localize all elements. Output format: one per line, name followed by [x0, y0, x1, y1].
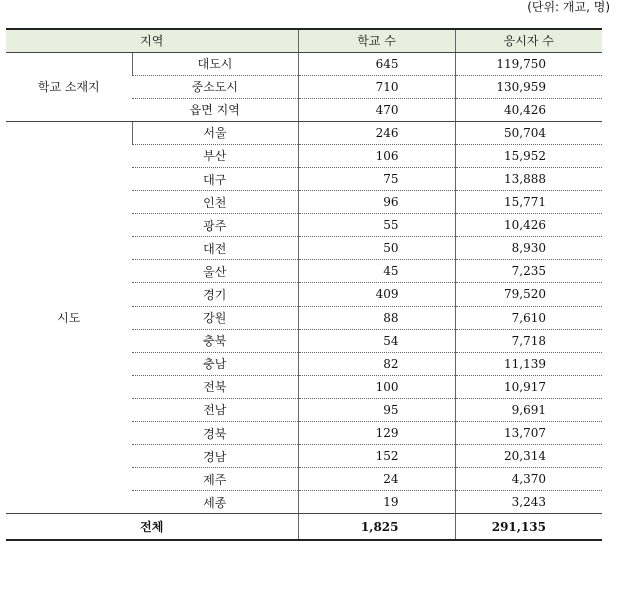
total-applicants: 291,135	[455, 514, 602, 540]
row-label: 광주	[132, 214, 298, 237]
row-label: 대구	[132, 167, 298, 190]
applicant-count: 3,243	[455, 491, 602, 514]
applicant-count: 9,691	[455, 398, 602, 421]
applicant-count: 79,520	[455, 283, 602, 306]
row-label: 경기	[132, 283, 298, 306]
applicant-count: 7,235	[455, 260, 602, 283]
header-applicants: 응시자 수	[455, 29, 602, 52]
school-count: 24	[298, 468, 455, 491]
applicant-count: 15,771	[455, 191, 602, 214]
row-label: 세종	[132, 491, 298, 514]
total-row	[6, 514, 602, 540]
applicant-count: 130,959	[455, 75, 602, 98]
school-count: 55	[298, 214, 455, 237]
group-label: 시도	[6, 121, 132, 514]
school-count: 129	[298, 422, 455, 445]
row-label: 경남	[132, 445, 298, 468]
school-count: 710	[298, 75, 455, 98]
applicant-count: 8,930	[455, 237, 602, 260]
row-label: 부산	[132, 144, 298, 167]
table-body	[6, 52, 602, 514]
school-count: 50	[298, 237, 455, 260]
total-schools: 1,825	[298, 514, 455, 540]
applicant-count: 4,370	[455, 468, 602, 491]
school-count: 100	[298, 375, 455, 398]
header-schools: 학교 수	[298, 29, 455, 52]
school-count: 152	[298, 445, 455, 468]
applicant-count: 10,426	[455, 214, 602, 237]
school-count: 88	[298, 306, 455, 329]
school-count: 82	[298, 352, 455, 375]
applicant-count: 119,750	[455, 52, 602, 75]
group-label: 학교 소재지	[6, 52, 132, 121]
row-label: 대도시	[132, 52, 298, 75]
school-count: 54	[298, 329, 455, 352]
row-label: 전남	[132, 398, 298, 421]
applicant-count: 10,917	[455, 375, 602, 398]
row-label: 중소도시	[132, 75, 298, 98]
header-region: 지역	[6, 29, 298, 52]
applicant-count: 7,718	[455, 329, 602, 352]
row-label: 읍면 지역	[132, 98, 298, 121]
total-label: 전체	[6, 514, 298, 540]
row-label: 충북	[132, 329, 298, 352]
row-label: 강원	[132, 306, 298, 329]
school-count: 75	[298, 167, 455, 190]
row-label: 제주	[132, 468, 298, 491]
row-label: 울산	[132, 260, 298, 283]
school-count: 106	[298, 144, 455, 167]
row-label: 서울	[132, 121, 298, 144]
table-row	[6, 52, 602, 75]
applicant-count: 13,707	[455, 422, 602, 445]
table-row	[6, 121, 602, 144]
stats-table	[6, 28, 602, 541]
school-count: 95	[298, 398, 455, 421]
school-count: 96	[298, 191, 455, 214]
applicant-count: 40,426	[455, 98, 602, 121]
applicant-count: 13,888	[455, 167, 602, 190]
applicant-count: 7,610	[455, 306, 602, 329]
header-row	[6, 29, 602, 52]
applicant-count: 20,314	[455, 445, 602, 468]
row-label: 경북	[132, 422, 298, 445]
school-count: 470	[298, 98, 455, 121]
row-label: 충남	[132, 352, 298, 375]
applicant-count: 11,139	[455, 352, 602, 375]
row-label: 전북	[132, 375, 298, 398]
school-count: 409	[298, 283, 455, 306]
applicant-count: 15,952	[455, 144, 602, 167]
school-count: 19	[298, 491, 455, 514]
school-count: 45	[298, 260, 455, 283]
applicant-count: 50,704	[455, 121, 602, 144]
unit-note: (단위: 개교, 명)	[527, 0, 610, 14]
school-count: 645	[298, 52, 455, 75]
row-label: 대전	[132, 237, 298, 260]
row-label: 인천	[132, 191, 298, 214]
school-count: 246	[298, 121, 455, 144]
